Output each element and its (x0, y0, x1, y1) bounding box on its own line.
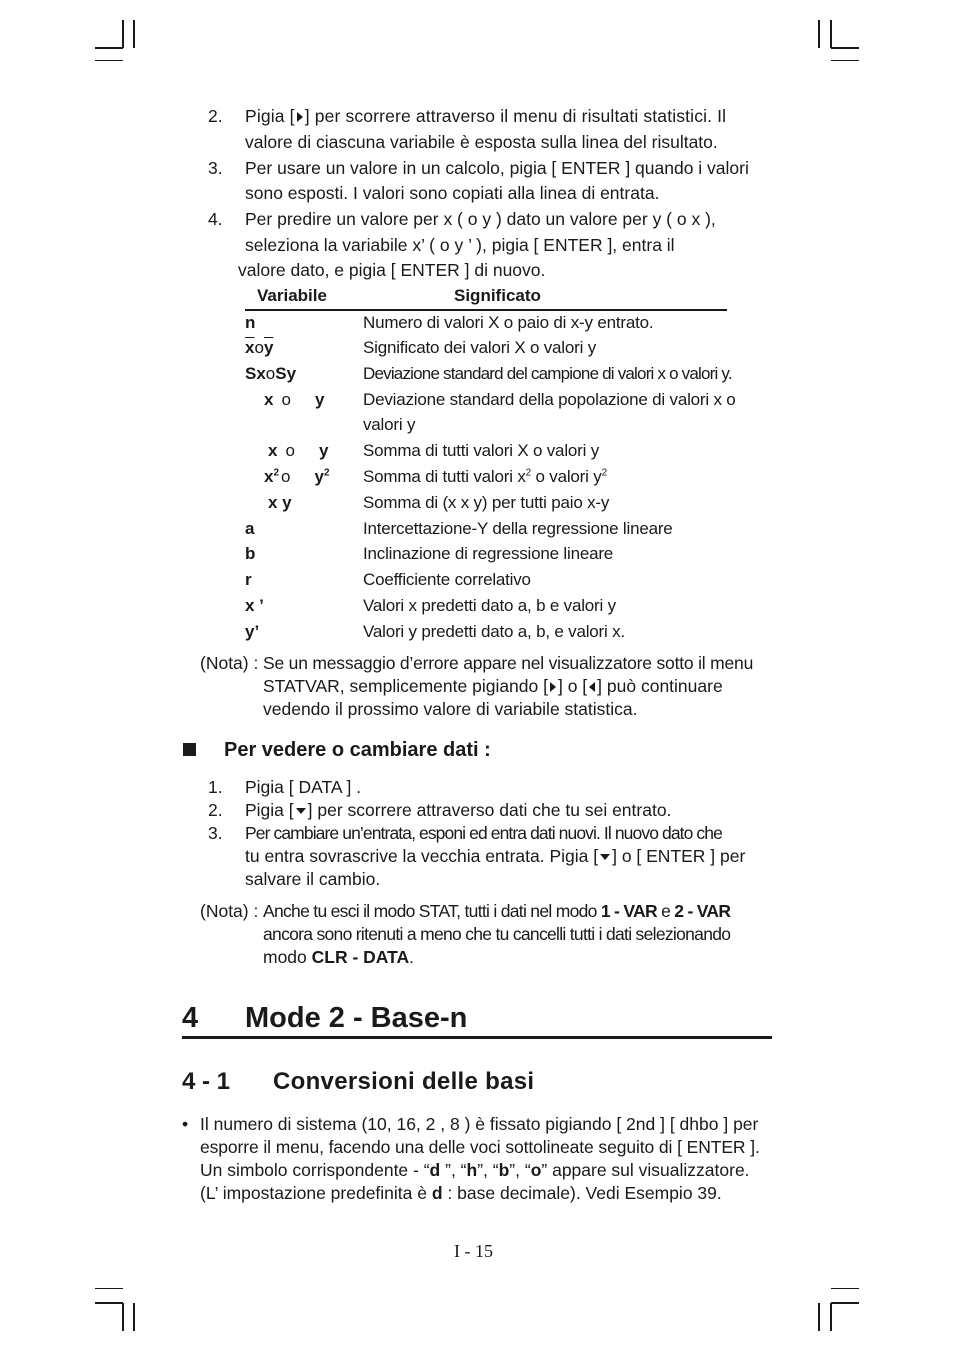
step-number: 2. (208, 800, 223, 820)
bullet-part: ”, “ (509, 1160, 531, 1180)
bullet-part: Un simbolo corrispondente - “ (200, 1160, 430, 1180)
table-meaning: Inclinazione di regressione lineare (363, 544, 614, 563)
table-var: n (245, 313, 256, 332)
step-number: 2. (208, 106, 223, 126)
note-part: ] può continuare (597, 676, 723, 696)
table-meaning: Significato dei valori X o valori y (363, 338, 597, 357)
note-part: e (656, 901, 675, 921)
note-part: CLR - DATA (311, 947, 410, 967)
var-sx: Sx (245, 364, 266, 383)
bullet-part: d (431, 1183, 443, 1203)
table-var (268, 438, 328, 463)
crop-mark (830, 20, 832, 48)
note-label: (Nota) : (200, 901, 259, 921)
meaning-exponent: 2 (525, 467, 531, 479)
crop-mark (830, 1303, 832, 1331)
bullet-part: ” appare sul visualizzatore. (541, 1160, 750, 1180)
note-text (263, 900, 730, 923)
table-meaning: Somma di tutti valori X o valori y (363, 441, 600, 460)
note-text (263, 675, 723, 698)
table-var: x ’ (245, 596, 264, 615)
table-meaning: Deviazione standard del campione di valori x o valori y. (363, 364, 732, 383)
var-sigma-y: y (314, 390, 325, 409)
bullet-part: : base decimale). Vedi Esempio 39. (442, 1183, 722, 1203)
table-meaning: valori y (363, 415, 416, 434)
down-arrow-icon (296, 808, 306, 814)
crop-mark (133, 1303, 135, 1331)
note-part: modo (263, 947, 312, 967)
table-meaning (363, 464, 607, 489)
step-text (245, 105, 775, 128)
meaning-part: Somma di tutti valori x (363, 467, 526, 486)
step-text: sono esposti. I valori sono copiati alla linea di entrata. (245, 183, 660, 203)
var-or: o (285, 441, 295, 460)
note-part: . (409, 947, 415, 967)
left-arrow-icon (589, 682, 595, 692)
crop-mark (122, 20, 124, 48)
meaning-part: o valori y (531, 467, 602, 486)
crop-mark (95, 1288, 123, 1289)
var-sy: Sy (275, 364, 297, 383)
table-meaning: Numero di valori X o paio di x-y entrato. (363, 313, 654, 332)
subsection-number: 4 - 1 (182, 1068, 231, 1095)
table-var (264, 387, 324, 412)
step-text-part: ] per scorrere attraverso il menu di risultati statistici. Il (304, 106, 727, 126)
var-or: o (265, 364, 276, 383)
table-meaning: Valori x predetti dato a, b e valori y (363, 596, 616, 615)
var-mean-x: $\overline{x}$ (245, 338, 255, 357)
table-meaning: Intercettazione-Y della regressione lineare (363, 519, 673, 538)
step-text: seleziona la variabile x’ ( o y ’ ), pigia [ ENTER ], entra il (245, 235, 675, 255)
note-part: ] o [ (557, 676, 588, 696)
table-var: b (245, 544, 256, 563)
step-number: 1. (208, 777, 223, 797)
crop-mark (95, 47, 123, 49)
right-arrow-icon (297, 112, 303, 122)
step-number: 3. (208, 823, 223, 843)
crop-mark (95, 1302, 123, 1304)
step-text: Pigia [ DATA ] . (245, 777, 362, 797)
crop-mark (818, 20, 820, 48)
section-heading: Per vedere o cambiare dati : (224, 739, 491, 761)
bullet-text: Il numero di sistema (10, 16, 2 , 8 ) è fissato pigiando [ 2nd ] [ dhbo ] per (200, 1114, 759, 1134)
step-number: 4. (208, 209, 223, 229)
note-part: Anche tu esci il modo STAT, tutti i dati nel modo (263, 901, 601, 921)
table-meaning: Somma di (x x y) per tutti paio x-y (363, 493, 610, 512)
step-text-part: Pigia [ (245, 106, 295, 126)
note-text: ancora sono ritenuti a meno che tu cancelli tutti i dati selezionando (263, 924, 731, 944)
bullet-part: h (466, 1160, 478, 1180)
chapter-title: Mode 2 - Base-n (245, 1002, 468, 1034)
step-text (245, 845, 745, 868)
meaning-exponent: 2 (601, 467, 607, 479)
step-part: tu entra sovrascrive la vecchia entrata. Pigia [ (245, 846, 599, 866)
bullet-part: o (530, 1160, 542, 1180)
step-text: Per usare un valore in un calcolo, pigia [ ENTER ] quando i valori (245, 158, 749, 178)
step-text (245, 799, 671, 822)
step-text: valore di ciascuna variabile è esposta sulla linea del risultato. (245, 132, 718, 152)
bullet-part: ”, “ (477, 1160, 499, 1180)
bullet-text: esporre il menu, facendo una delle voci sottolineate seguito di [ ENTER ]. (200, 1137, 760, 1157)
note-part: 1 - VAR (600, 901, 657, 921)
bullet-part: ”, “ (440, 1160, 467, 1180)
note-text: vedendo il prossimo valore di variabile statistica. (263, 699, 638, 719)
bullet-mark: • (182, 1114, 189, 1134)
note-part: STATVAR, semplicemente pigiando [ (263, 676, 548, 696)
page-number: I - 15 (454, 1241, 493, 1261)
bullet-part: d (429, 1160, 441, 1180)
table-var (245, 361, 296, 386)
subsection-title: Conversioni delle basi (273, 1068, 535, 1095)
var-or: o (281, 467, 291, 486)
table-meaning: Valori y predetti dato a, b, e valori x. (363, 622, 625, 641)
var-sum-y2: y (314, 467, 324, 486)
note-part: 2 - VAR (674, 901, 731, 921)
table-var: r (245, 570, 252, 589)
bullet-text (200, 1159, 750, 1182)
chapter-rule (182, 1036, 772, 1039)
crop-mark (95, 60, 123, 61)
section-bullet-square (183, 743, 196, 756)
crop-mark (818, 1303, 820, 1331)
crop-mark (831, 1288, 859, 1289)
note-text: Se un messaggio d’errore appare nel visualizzatore sotto il menu (263, 653, 754, 673)
crop-mark (831, 47, 859, 49)
crop-mark (133, 20, 135, 48)
crop-mark (831, 1302, 859, 1304)
crop-mark (122, 1303, 124, 1331)
note-text (263, 946, 414, 969)
table-var: a (245, 519, 255, 538)
note-label: (Nota) : (200, 653, 259, 673)
table-var (264, 464, 330, 489)
bullet-part: b (498, 1160, 510, 1180)
step-text: Per cambiare un’entrata, esponi ed entra dati nuovi. Il nuovo dato che (245, 823, 722, 843)
step-text: valore dato, e pigia [ ENTER ] di nuovo. (238, 260, 546, 280)
table-header-variable: Variabile (257, 286, 327, 305)
var-mean-y: $\overline{y}$ (263, 338, 274, 357)
right-arrow-icon (550, 682, 556, 692)
var-exponent: 2 (323, 467, 330, 479)
bullet-part: (L’ impostazione predefinita è (200, 1183, 432, 1203)
step-part: ] o [ ENTER ] per (612, 846, 746, 866)
table-var: y’ (245, 622, 260, 641)
var-sigma-x: x (264, 390, 274, 409)
table-var (245, 335, 273, 360)
var-sum-x2: x (264, 467, 274, 486)
down-arrow-icon (600, 854, 610, 860)
table-meaning: Coefficiente correlativo (363, 570, 531, 589)
var-exponent: 2 (273, 467, 280, 479)
table-header-meaning: Significato (454, 286, 541, 305)
step-part: Pigia [ (245, 800, 294, 820)
var-or: o (254, 338, 264, 357)
bullet-text (200, 1182, 722, 1205)
chapter-number: 4 (182, 1002, 199, 1034)
step-text: salvare il cambio. (245, 869, 381, 889)
var-or: o (281, 390, 291, 409)
table-meaning: Deviazione standard della popolazione di valori x o (363, 390, 736, 409)
step-number: 3. (208, 158, 223, 178)
var-sum-y: y (318, 441, 329, 460)
step-part: ] per scorrere attraverso dati che tu sei entrato. (307, 800, 672, 820)
var-sum-x: x (268, 441, 278, 460)
crop-mark (831, 60, 859, 61)
table-var: x y (268, 493, 292, 512)
step-text: Per predire un valore per x ( o y ) dato un valore per y ( o x ), (245, 209, 716, 229)
